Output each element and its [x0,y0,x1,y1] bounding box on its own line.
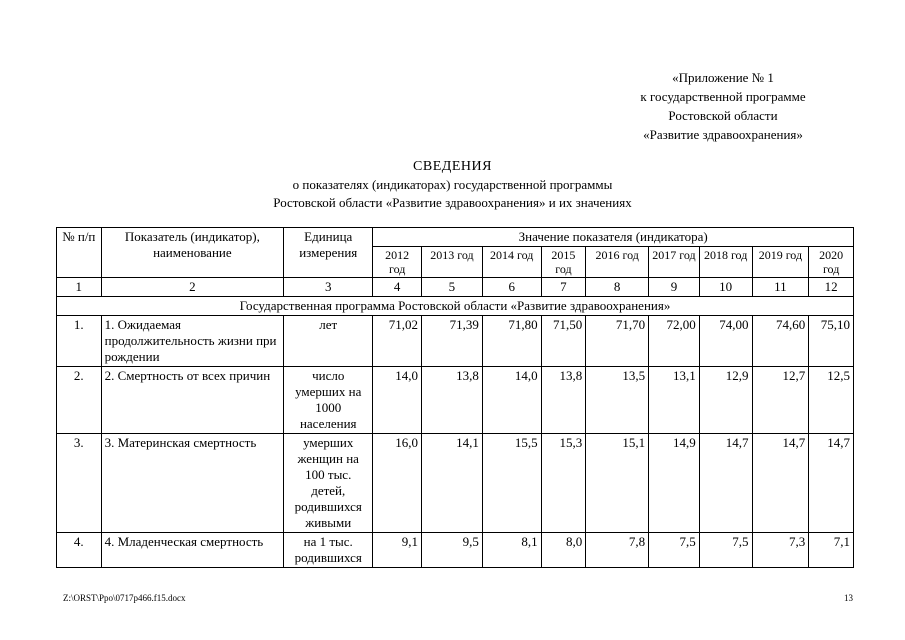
appendix-header [593,68,853,144]
table-row [57,533,854,568]
column-number: 7 [541,278,586,297]
header-year: 2015 год [541,247,586,278]
column-number: 9 [649,278,700,297]
footer-page-number: 13 [844,593,853,603]
table-row [57,434,854,533]
column-number: 3 [284,278,373,297]
indicator-value: 14,0 [482,367,541,434]
appendix-line-3: Ростовской области [668,108,778,123]
header-year: 2016 год [586,247,649,278]
document-title [0,158,905,212]
indicator-name: 1. Ожидаемая продолжительность жизни при рождении [101,316,284,367]
appendix-line-2: к государственной программе [640,89,806,104]
indicator-value: 14,9 [649,434,700,533]
header-values: Значение показателя (индикатора) [373,228,854,247]
indicator-value: 14,7 [699,434,752,533]
title-main: СВЕДЕНИЯ [413,159,492,174]
column-number: 12 [809,278,854,297]
footer-file-path: Z:\ORST\Ppo\0717p466.f15.docx [63,593,186,603]
indicator-value: 71,80 [482,316,541,367]
indicator-value: 13,8 [422,367,483,434]
indicator-name: 4. Младенческая смертность [101,533,284,568]
indicator-value: 14,1 [422,434,483,533]
indicator-value: 7,8 [586,533,649,568]
indicators-table [56,227,854,568]
indicator-value: 14,7 [752,434,809,533]
indicator-value: 71,39 [422,316,483,367]
indicator-value: 7,5 [699,533,752,568]
header-year: 2020 год [809,247,854,278]
column-number: 5 [422,278,483,297]
indicator-value: 13,8 [541,367,586,434]
indicator-value: 8,1 [482,533,541,568]
indicator-value: 72,00 [649,316,700,367]
indicator-value: 7,5 [649,533,700,568]
indicator-value: 15,1 [586,434,649,533]
indicator-unit: умерших женщин на 100 тыс. детей, родившихся живыми [284,434,373,533]
table-row [57,367,854,434]
indicator-value: 74,00 [699,316,752,367]
row-number: 3. [57,434,102,533]
indicator-value: 13,5 [586,367,649,434]
indicator-value: 14,7 [809,434,854,533]
header-year: 2017 год [649,247,700,278]
indicator-value: 15,3 [541,434,586,533]
title-subtitle-1: о показателях (индикаторах) государственной программы [292,177,613,192]
column-number: 1 [57,278,102,297]
indicator-value: 75,10 [809,316,854,367]
indicator-value: 15,5 [482,434,541,533]
header-row-1 [57,228,854,247]
appendix-line-1: «Приложение № 1 [672,70,774,85]
indicator-value: 16,0 [373,434,422,533]
indicator-value: 7,1 [809,533,854,568]
section-title: Государственная программа Ростовской области «Развитие здравоохранения» [57,297,854,316]
header-num: № п/п [57,228,102,278]
indicator-value: 12,7 [752,367,809,434]
indicator-unit: число умерших на 1000 населения [284,367,373,434]
indicator-value: 7,3 [752,533,809,568]
column-number: 8 [586,278,649,297]
column-number: 4 [373,278,422,297]
appendix-line-4: «Развитие здравоохранения» [643,127,803,142]
indicator-value: 71,70 [586,316,649,367]
column-number: 10 [699,278,752,297]
indicator-value: 12,9 [699,367,752,434]
indicator-value: 9,5 [422,533,483,568]
row-number: 2. [57,367,102,434]
header-year: 2018 год [699,247,752,278]
indicator-value: 14,0 [373,367,422,434]
indicator-name: 2. Смертность от всех причин [101,367,284,434]
indicator-value: 13,1 [649,367,700,434]
row-number: 1. [57,316,102,367]
column-number: 11 [752,278,809,297]
indicator-unit: лет [284,316,373,367]
column-number: 6 [482,278,541,297]
row-number: 4. [57,533,102,568]
indicator-value: 71,02 [373,316,422,367]
header-year: 2014 год [482,247,541,278]
section-title-row [57,297,854,316]
header-unit: Единица измерения [284,228,373,278]
column-numbers-row [57,278,854,297]
header-year: 2019 год [752,247,809,278]
indicator-value: 8,0 [541,533,586,568]
indicator-unit: на 1 тыс. родившихся [284,533,373,568]
header-year: 2013 год [422,247,483,278]
indicator-value: 71,50 [541,316,586,367]
indicator-name: 3. Материнская смертность [101,434,284,533]
indicator-value: 12,5 [809,367,854,434]
header-indicator: Показатель (индикатор), наименование [101,228,284,278]
table-row [57,316,854,367]
indicator-value: 74,60 [752,316,809,367]
header-year: 2012 год [373,247,422,278]
indicator-value: 9,1 [373,533,422,568]
title-subtitle-2: Ростовской области «Развитие здравоохранения» и их значениях [273,195,632,210]
column-number: 2 [101,278,284,297]
